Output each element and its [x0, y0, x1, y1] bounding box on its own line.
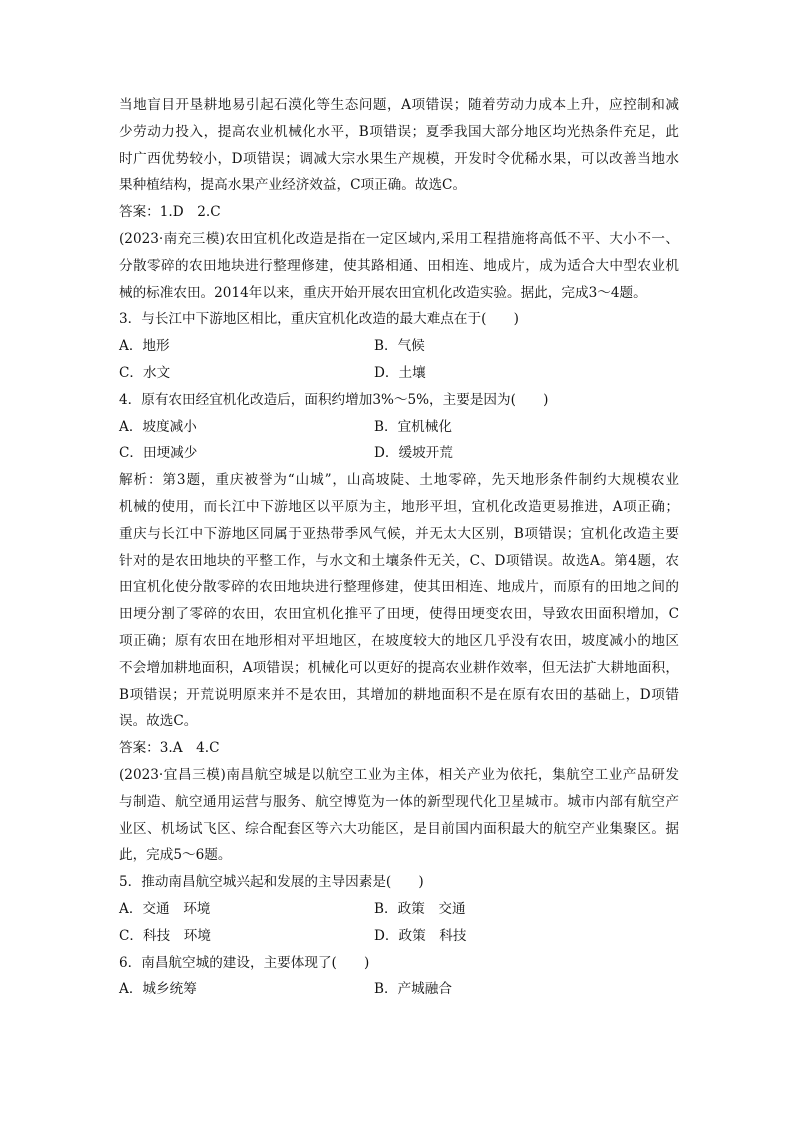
text-line: 果种植结构，提高水果产业经济效益，C项正确。故选C。 — [119, 177, 467, 194]
option-d: D．土壤 — [374, 364, 426, 381]
option-a: A．交通 环境 — [119, 900, 211, 917]
text-line: 不会增加耕地面积，A项错误；机械化可以更好的提高农业耕作效率，但无法扩大耕地面积， — [119, 659, 679, 676]
option-b: B．政策 交通 — [374, 900, 466, 917]
text-line: 业区、机场试飞区、综合配套区等六大功能区，是目前国内面积最大的航空产业集聚区。据 — [119, 820, 679, 837]
text-line: 重庆与长江中下游地区同属于亚热带季风气候，并无太大区别，B项错误；宜机化改造主要 — [119, 525, 679, 542]
text-line: 针对的是农田地块的平整工作，与水文和土壤条件无关，C、D项错误。故选A。第4题，农 — [119, 552, 679, 569]
option-c: C．科技 环境 — [119, 927, 211, 944]
text-line: 误。故选C。 — [119, 713, 198, 730]
option-a: A．城乡统筹 — [119, 981, 197, 998]
explanation-continued — [119, 92, 679, 199]
text-line: 田埂分割了零碎的农田，农田宜机化推平了田埂，使得田埂变农田，导致农田面积增加，C — [119, 606, 679, 623]
material-3-4 — [119, 226, 679, 306]
option-a: A．地形 — [119, 338, 170, 355]
text-line: 时广西优势较小，D项错误；调减大宗水果生产规模，开发时令优稀水果，可以改善当地水 — [119, 150, 679, 167]
option-d: D．政策 科技 — [374, 927, 467, 944]
question-3-options-row — [119, 333, 679, 360]
option-b: B．产城融合 — [374, 981, 452, 998]
option-a: A．坡度减小 — [119, 418, 197, 435]
question-4-options-row — [119, 414, 679, 441]
question-4-stem: 4．原有农田经宜机化改造后，面积约增加3%～5%，主要是因为( ) — [119, 391, 549, 408]
question-4-options-row — [119, 440, 679, 467]
page-content — [119, 92, 679, 1003]
answer-3-4: 答案：3.A 4.C — [119, 740, 220, 757]
question-3-options-row — [119, 360, 679, 387]
text-line: 少劳动力投入，提高农业机械化水平，B项错误；夏季我国大部分地区均光热条件充足，此 — [119, 123, 679, 140]
question-5-options-row — [119, 923, 679, 950]
option-b: B．气候 — [374, 338, 425, 355]
text-line: 田宜机化使分散零碎的农田地块进行整理修建，使其田相连、地成片，而原有的田地之间的 — [119, 579, 679, 596]
option-c: C．水文 — [119, 364, 171, 381]
text-line: 分散零碎的农田地块进行整理修建，使其路相通、田相连、地成片，成为适合大中型农业机 — [119, 257, 679, 274]
option-b: B．宜机械化 — [374, 418, 452, 435]
text-line: 机械的使用，而长江中下游地区以平原为主，地形平坦，宜机化改造更易推进，A项正确； — [119, 498, 679, 515]
material-5-6 — [119, 762, 679, 869]
text-line: 当地盲目开垦耕地易引起石漠化等生态问题，A项错误；随着劳动力成本上升，应控制和减 — [119, 97, 679, 113]
question-5-stem: 5．推动南昌航空城兴起和发展的主导因素是( ) — [119, 874, 424, 891]
question-3-stem: 3．与长江中下游地区相比，重庆宜机化改造的最大难点在于( ) — [119, 311, 519, 328]
text-line: B项错误；开荒说明原来并不是农田，其增加的耕地面积不是在原有农田的基础上，D项错 — [119, 686, 679, 703]
text-line: 与制造、航空通用运营与服务、航空博览为一体的新型现代化卫星城市。城市内部有航空产 — [119, 793, 679, 810]
question-6-options-row — [119, 976, 679, 1003]
option-c: C．田埂减少 — [119, 445, 198, 462]
text-line: (2023·宜昌三模)南昌航空城是以航空工业为主体，相关产业为依托，集航空工业产品研发 — [119, 766, 679, 783]
option-d: D．缓坡开荒 — [374, 445, 453, 462]
explanation-3-4 — [119, 467, 679, 735]
text-line: (2023·南充三模)农田宜机化改造是指在一定区域内,采用工程措施将高低不平、大小不一、 — [119, 230, 679, 247]
answer-1-2: 答案：1.D 2.C — [119, 204, 221, 221]
question-5-options-row — [119, 896, 679, 923]
question-6-stem: 6．南昌航空城的建设，主要体现了( ) — [119, 954, 370, 971]
text-line: 此，完成5～6题。 — [119, 847, 232, 864]
text-line: 解析：第3题，重庆被誉为“山城”，山高坡陡、土地零碎，先天地形条件制约大规模农业 — [119, 472, 679, 489]
text-line: 械的标准农田。2014年以来，重庆开始开展农田宜机化改造实验。据此，完成3～4题。 — [119, 284, 647, 301]
text-line: 项正确；原有农田在地形相对平坦地区，在坡度较大的地区几乎没有农田，坡度减小的地区 — [119, 632, 679, 649]
